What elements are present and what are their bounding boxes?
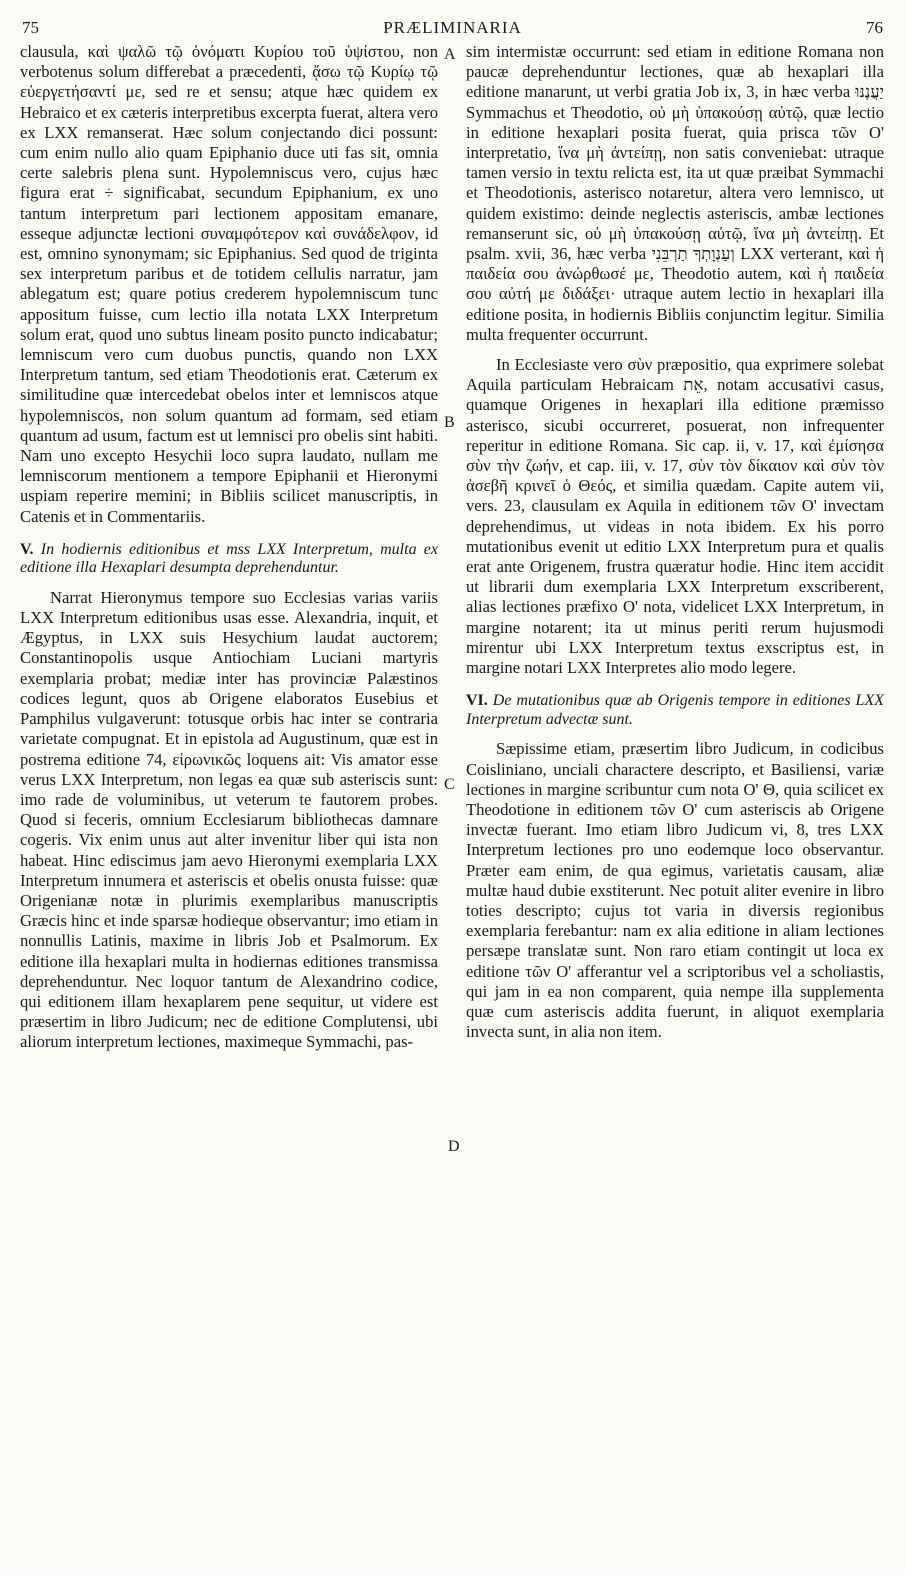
- right-paragraph-2: In Ecclesiaste vero σὺν præpositio, qua exprimere solebat Aquila particulam Hebraicam אֵת, notam accusativi casus, quamque Origenes in hexaplari illa editione præmisso asterisco, sicubi occurreret, posuerat, non infrequenter reperitur in editione Romana. Sic cap. ii, v. 17, καὶ ἐμίσησα σὺν τὴν ζωήν, et cap. iii, v. 17, σὺν τὸν δίκαιον καὶ σὺν τὸν ἀσεβῆ κρινεῖ ὁ Θεός, et similia quædam. Capite autem vii, vers. 23, clausulam ex Aquila in editionem τῶν Ο' invectam deprehendimus, ut videas in nota ibidem. Ex his porro mutationibus evenit ut editio LXX Interpretum pura et qualis erat ante Origenem, frustra quæratur hodie. Hinc item accidit ut librarii dum exemplaria LXX Interpretum exscriberent, alias lectiones præfixo Ο' nota, videlicet LXX Interpretum, in margine notarent; ita ut minus periti rerum hujusmodi mirentur ubi LXX Interpretum textus exscriptus est, in margine notari LXX Interpretes alio modo legere.: [466, 355, 884, 678]
- page-header: [22, 18, 883, 42]
- section-number-v: V.: [20, 540, 34, 558]
- margin-mark-a: A: [444, 46, 456, 63]
- page-number-left: 75: [22, 18, 39, 37]
- left-paragraph-1: clausula, καὶ ψαλῶ τῷ ὀνόματι Κυρίου τοῦ ὑψίστου, non verbotenus solum differebat a præcedenti, ᾄσω τῷ Κυρίῳ τῷ εὐεργετήσαντί με, sed re et sensu; atque hæc quidem ex Hebraico et ex cæteris interpretibus excerpta fuerat, altera vero ex LXX remanserat. Hæc solum conjectando dici possunt: cum enim nullo alio quam Epiphanio duce uti fas sit, omnia certe salebris plena sunt. Hypolemniscus vero, cujus hæc figura erat ÷ significabat, secundum Epiphanium, ex uno tantum interpretum pari lectionem appositam emanare, esseque adjunctæ lectioni συναμφότερον καὶ συνάδελφον, id est, omnino synonymam; sic Epiphanius. Sed quod de triginta sex interpretum paribus et de totidem cellulis narratur, jam ablegatum est; quare potius crederem hypolemniscum tunc appositum fuisse, cum lectio illa notata LXX Interpretum solum erat, quod uno subtus lineam posito puncto indicabatur; lemniscum vero cum duobus punctis, quando non LXX Interpretum tantum, sed etiam Theodotionis erat. Cæterum ex similitudine quæ intercedebat obelos inter et lemniscos atque hypolemniscos, non solum quantum ad formam, sed etiam quantum ad usum, factum est ut lemnisci pro obelis sint habiti. Nam uno excepto Hesychii loco supra laudato, nullam me lemniscorum mentionem a tempore Epiphanii et Hieronymi uspiam reperire memini; in Bibliis scilicet manuscriptis, in Catenis et in Commentariis.: [20, 42, 438, 526]
- section-number-vi: VI.: [466, 692, 488, 710]
- section-title-v: In hodiernis editionibus et mss LXX Interpretum, multa ex editione illa Hexaplari desumpta deprehenduntur.: [20, 540, 439, 577]
- right-column: [466, 42, 884, 1042]
- right-paragraph-1: sim intermistæ occurrunt: sed etiam in editione Romana non paucæ deprehenduntur lectiones, quæ ab hexaplari illa editione manarunt, ut verbi gratia Job ix, 3, in hæc verba יַעֲנֶנּוּ Symmachus et Theodotio, οὐ μὴ ὑπακούσῃ αὐτῷ, quæ lectio in editione hexaplari posita fuerat, quia prisca τῶν Ο' interpretatio, ἵνα μὴ ἀντείπῃ, non satis conveniebat: utraque tamen versio in textu relicta est, ita ut quæ præibat Symmachi et Theodotionis, asterisco notaretur, altera vero lemnisco, ut quidem existimo: deinde neglectis asteriscis, ambæ lectiones remanserunt sic, οὐ μὴ ὑπακούσῃ αὐτῷ, ἵνα μὴ ἀντείπῃ. Et psalm. xvii, 36, hæc verba וְעַנְוָתְךָ תַרְבֵּנִי LXX verterant, καὶ ἡ παιδεία σου ἀνώρθωσέ με, Theodotio autem, καὶ ἡ παιδεία σου αὐτή με διδάξει· utraque autem lectio in hexaplari illa editione posita, in hodiernis Bibliis conjunctim legitur. Similia multa frequenter occurrunt.: [466, 42, 885, 344]
- page-number-right: 76: [866, 18, 883, 37]
- margin-mark-d: D: [448, 1138, 460, 1155]
- section-heading-vi: [466, 692, 884, 729]
- section-title-vi: De mutationibus quæ ab Origenis tempore in editiones LXX Interpretum advectæ sunt.: [466, 692, 884, 728]
- left-paragraph-2: Narrat Hieronymus tempore suo Ecclesias varias variis LXX Interpretum editionibus usas esse. Alexandria, inquit, et Ægyptus, in LXX suis Hesychium laudat auctorem; Constantinopolis usque Antiochiam Luciani martyris exemplaria probat; mediæ inter has provinciæ Palæstinos codices legunt, quos ab Origene elaboratos Eusebius et Pamphilus vulgaverunt: totusque orbis hac inter se contraria varietate compugnat. Et in epistola ad Augustinum, quæ est in postrema editione 74, εἰρωνικῶς loquens ait: Vis amator esse verus LXX Interpretum, non legas ea quæ sub asteriscis sunt: imo rade de voluminibus, ut veterum te fautorem probes. Quod si feceris, omnium Ecclesiarum bibliothecas damnare cogeris. Vix enim unus aut alter invenitur liber qui ista non habeat. Hinc ediscimus jam aevo Hieronymi exemplaria LXX Interpretum innumera et asteriscis et obelis onusta fuisse: quæ Origenianæ notæ in plurimis exemplaribus manuscriptis Græcis hinc et inde sparsæ hodieque observantur; imo etiam in nonnullis Latinis, maxime in libris Job et Psalmorum. Ex editione illa hexaplari multa in hodiernas editiones transmissa deprehenduntur. Nec loquor tantum de Alexandrino codice, qui editionem illam hexaplarem pene sequitur, ut videre est præsertim in libro Judicum; nec de editione Complutensi, ubi aliorum interpretum lectiones, maximeque Symmachi, pas-: [20, 587, 438, 1052]
- right-paragraph-3: Sæpissime etiam, præsertim libro Judicum, in codicibus Coisliniano, unciali charactere descripto, et Basiliensi, variæ lectiones in margine scribuntur cum nota Ο' Θ, quia scilicet ex Theodotione in editionem τῶν Ο' cum asteriscis ab Origene invectæ fuerant. Imo etiam libro Judicum vi, 8, tres LXX Interpretum lectiones pro uno eodemque loco observantur. Præter eam enim, de qua egimus, varietatis causam, aliæ multæ haud dubie exstiterunt. Nec potuit aliter evenire in libro toties descripto; cujus tot varia in diversis regionibus exemplaria ferebantur: nam ex alia editione in aliam lectiones persæpe translatæ sunt. Non raro etiam contingit ut loca ex editione τῶν Ο' afferantur vel a scriptoribus vel a scholiastis, qui jam in ea non comparent, quia nempe illa supplementa quæ cum asteriscis addita fuerunt, in aliquot exemplaria invecta sunt, in alia non item.: [466, 739, 884, 1042]
- section-heading-v: [20, 541, 438, 578]
- left-column: [20, 42, 438, 1053]
- running-title: PRÆLIMINARIA: [383, 18, 522, 37]
- margin-mark-c: C: [444, 776, 455, 793]
- margin-mark-b: B: [444, 414, 455, 431]
